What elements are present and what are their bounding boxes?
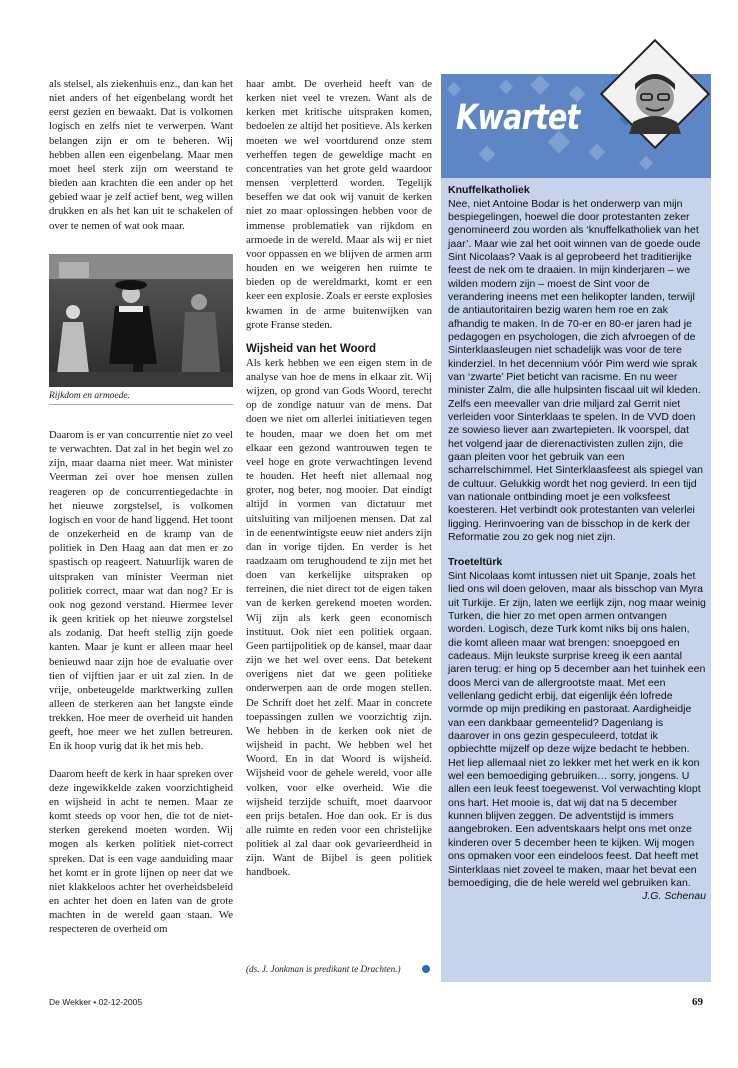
kwartet-heading: Troeteltürk [448, 556, 503, 569]
body-paragraph: Als kerk hebben we een eigen stem in de analyse van hoe de mens in elkaar zit. Wij wijzen, op grond van Gods Woord, terecht op de zondige natuur van de mens. Dat doen we niet om allerlei initiatieven tegen te houden, maar we doen het om met elkaar een gezond wantrouwen tegen te veel hoge en grote verwachtingen levend te houden. Het heeft niet allemaal nog groter, nog beter, nog mooier. Dat eindigt altijd in vormen van dictatuur met uitsluiting van miljoenen mensen. Dat zal in de eenentwintigste eeuw niet anders zijn dan in vorige tijden. En verder is het raadzaam om terughoudend te zijn met het doen van kerkelijke uitspraken op terreinen, die niet direct tot de eigen taken van de kerken gerekend moeten worden. Wij zijn als kerk geen economisch instituut. Ook niet een politiek orgaan. Geen partijpolitiek op de kansel, maar daar zijn we het wel over eens. Dat betekent overigens niet dat we geen politieke onderwerpen aan de orde mogen stellen. De Schrift doet het zelf. Maar in concrete toepassingen zullen we voorzichtig zijn. We hebben in de kerken ook niet de wijsheid in pacht. We hebben wel het Woord. En in dat Woord is wijsheid. Wijsheid voor de gehele wereld, voor alle volken, voor elke overheid. Wie die wijsheid terzijde schuift, moet daarvoor een prijs betalen. Hoe dan ook. Er is dus alle ruimte en reden voor een christelijke politiek al zal daar ook gevarieerdheid in zijn. Want de Bijbel is geen politiek handboek. [246, 356, 432, 879]
kwartet-box [441, 74, 711, 982]
column-1-top [49, 77, 233, 233]
kwartet-title: Kwartet [456, 98, 580, 138]
image-caption: Rijkdom en armoede. [49, 391, 130, 401]
page-number: 69 [692, 996, 703, 1008]
kwartet-paragraph: Sint Nicolaas komt intussen niet uit Spanje, zoals het lied ons wil doen geloven, maar als bisschop van Myra uit Turkije. Er zijn, laten we eerlijk zijn, nog maar weinig Turken, die hier zo met open armen ontvangen worden. Logisch, deze Turk komt niks bij ons halen, die komt alleen maar wat brengen: snoepgoed en cadeaus. Mijn leukste surprise kreeg ik een aantal jaren terug: er hing op 5 december aan het tuinhek een doos Merci van de allergrootste maat. Met een vellenlang gedicht erbij, dat eigenlijk één lofrede vormde op mijn prediking en pastoraat. Aardigheidje van een dankbaar gemeentelid? Dagenlang is daarover in ons gezin gespeculeerd, totdat ik opbiechtte mijzelf op deze wijze bedacht te hebben. Het liep allemaal niet zo lekker met het werk en ik kon wel een bemoediging gebruiken… sorry, jongens. U allen een leuk feest toegewenst. Vol verwachting klopt ons hart. Het mooie is, dat wij dat na 5 december kunnen blijven zeggen. De adventstijd is immers aangebroken. Een adventskaars helpt ons met onze kinderen over 5 december heen te kijken. Wij mogen ons opmaken voor een eindeloos feest. Dat heeft met Sinterklaas niet zoveel te maken, maar het bevat een bemoediging, die de hele wereld wel gebruiken kan. [448, 569, 706, 889]
column-1-bottom [49, 428, 233, 936]
kwartet-heading: Knuffelkatholiek [448, 184, 530, 196]
caption-divider [49, 404, 233, 405]
footer-publication: De Wekker • 02-12-2005 [49, 997, 143, 1007]
body-paragraph: Daarom heeft de kerk in haar spreken over deze ingewikkelde zaken voorzichtigheid en wijsheid in acht te nemen. Maar ze komt steeds op voor hen, die tot de niet-sterken gerekend moeten worden. Wij mogen als kerken politiek niet-correct spreken. Dat is een vage aanduiding maar het komt er in grote lijnen op neer dat we niet klakkeloos achter het overheidsbeleid en achter het doen en laten van de grote machten in de wereld gaan staan. We respecteren de overheid om [49, 767, 233, 936]
kwartet-signature: J.G. Schenau [642, 890, 706, 903]
author-note: (ds. J. Jonkman is predikant te Drachten.) [246, 964, 401, 974]
end-mark-icon [422, 965, 430, 973]
column-2 [246, 77, 432, 880]
kwartet-paragraph: Nee, niet Antoine Bodar is het onderwerp van mijn bespiegelingen, hoewel die door protestanten zeker genomineerd zou worden als ‘knuffelkatholiek van het jaar’. Maar wie zal het ooit winnen van de goede oude Sint Nicolaas? Vaak is al geprobeerd het traditierijke feest de nek om te draaien. In mijn kinderjaren – we wilden modern zijn – moest de Sint voor de verandering ineens met een helikopter landen, terwijl de antiautoritairen bezig waren hem roe en zak afhandig te maken. In de 70-er en 80-er jaren had je pedagogen en psychologen, die zich afvroegen of de Sinterklaasleugen niet schadelijk was voor de tere kinderziel. In het decennium vóór Pim werd wie sprak van ‘zwarte’ Piet beticht van racisme. En nu weer minister Zalm, die alle hulpsinten fiscaal uit wil kleden. Zelfs een meevaller van drie miljard zal Gerrit niet verleiden voor Sinterklaas te spelen. In de VVD doen ze sowieso liever aan zwartepieten. Ik voorspel, dat het volgend jaar de dierenactivisten zullen zijn, die gaan pleiten voor het gebruik van een scharrelschimmel. Het Sinterklaasfeest als spiegel van de cultuur. Gelukkig wordt het nog gevierd. In een tijd van nationale ontbinding moet je een volksfeest koesteren. Het verbindt ook protestanten van velerlei ligging. Herinvoering van de bisschop in de kerk der Reformatie zou zo gek nog niet zijn. [448, 197, 703, 544]
body-paragraph: Daarom is er van concurrentie niet zo veel te verwachten. Dat zal in het begin wel zo zijn, maar daarna niet meer. Wat minister Veerman zei over hoe mensen zullen reageren op de concurrentiegedachte in het nieuwe zorgstelsel, is volkomen logisch en voor de hand liggend. Het toont de onzekerheid en de kramp van de politiek in Den Haag aan dat men er zo spastisch op reageert. Natuurlijk waren de uitspraken van minister Veerman niet politiek correct, maar wat dan nog? Er is ook nog gezond verstand. Hiermee lever ik geen kritiek op het nieuwe zorgstelsel als zodanig. Dat heeft stellig zijn goede kanten. Maar je kunt er alleen maar heel benieuwd naar zijn hoe de evaluatie over tien of vijftien jaar er uit zal zien. In de vrije, onbeteugelde marktwerking zullen alleen de sterkeren aan het langste einde trekken. Hoe meer de overheid uit handen geeft, hoe meer we het zullen betreuren. En ik hoop vurig dat ik het mis heb. [49, 429, 233, 753]
body-paragraph: haar ambt. De overheid heeft van de kerken niet veel te vrezen. Want als de kerken met kritische uitspraken komen, bedoelen ze altijd het positieve. Als kerken moeten we wel voortdurend onze stem verheffen tegen de geweldige macht en concentraties van het grote geld waardoor mensen verpletterd worden. Tegelijk beseffen we dat ook wij vanuit de kerken niet zo maar oplossingen hebben voor de immense problematiek van rijkdom en armoede in de wereld. Maar als wij er niet voor oppassen en we blijven de armen arm houden en we weigeren hen ruimte te bieden op de wereldmarkt, komt er een keer een explosie. Zoals er eerste explosies kwamen in de arme buitenwijken van grote Franse steden. [246, 78, 432, 331]
author-portrait [599, 38, 711, 150]
body-paragraph: als stelsel, als ziekenhuis enz., dan kan het niet anders of het eigenbelang wordt het eerst gezien en bewaakt. Dat is volkomen logisch en zelfs niet te verwerpen. Want belangen zijn er om te beheren. Wij hebben allen een eigenbelang. Maar men moet heel sterk zijn om weerstand te bieden aan krachten die een ander op het gebied waar je zelf actief bent, weg willen drukken en als het kan uit te schakelen of over te nemen of wat ook maar. [49, 78, 233, 232]
painting-image [49, 254, 233, 387]
kwartet-body [448, 184, 706, 904]
section-heading: Wijsheid van het Woord [246, 342, 377, 355]
